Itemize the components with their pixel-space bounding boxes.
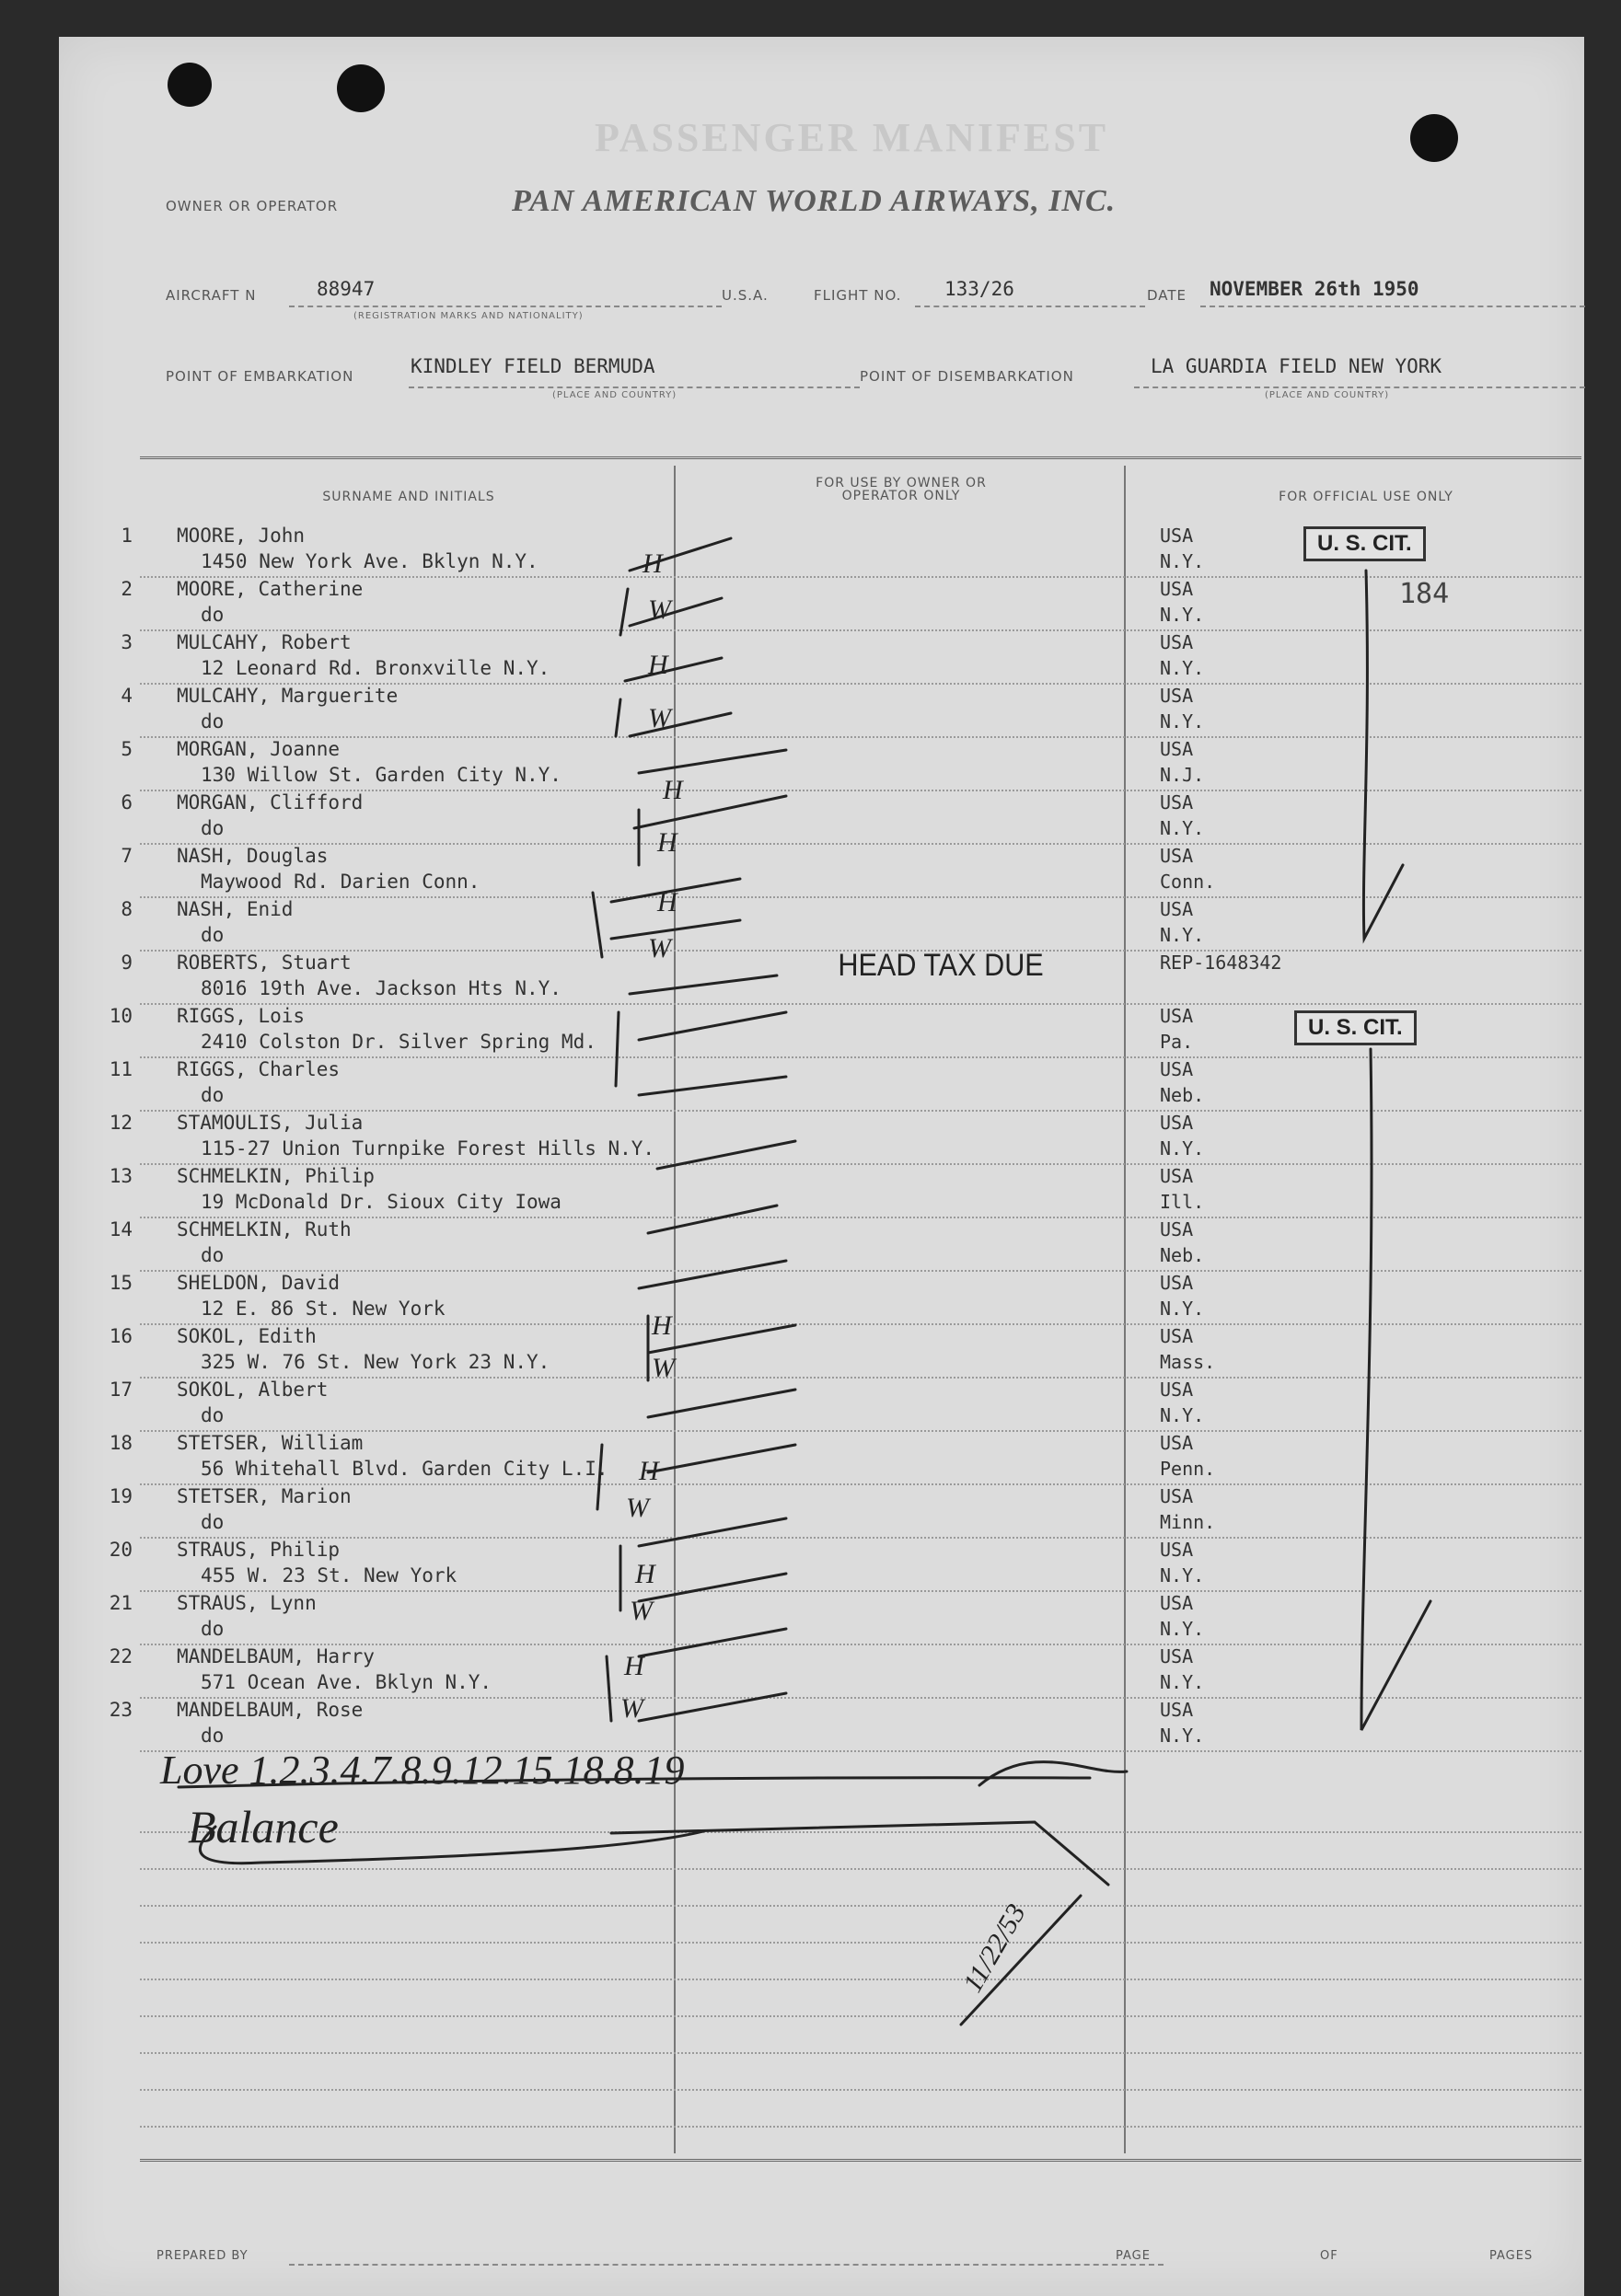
hw-letter-10: W [652,1353,675,1383]
hw-bar-4 [593,893,602,957]
passenger-address: 325 W. 76 St. New York 23 N.Y. [201,1351,550,1373]
hw-letter-6: H [657,827,677,858]
owner-tick-12 [657,1141,795,1169]
passenger-number: 11 [109,1058,133,1080]
hw-bar-9 [607,1656,611,1721]
official-check-line-2 [1361,1049,1430,1730]
passenger-number: 5 [121,738,133,760]
hw-bar-7 [597,1445,602,1509]
hw-letter-11: H [639,1456,659,1486]
passenger-name: MOORE, John [177,525,306,547]
passenger-address: do [201,1511,225,1533]
passenger-name: SOKOL, Albert [177,1379,329,1401]
owner-tick-4 [630,713,731,736]
date-note-slash [961,1896,1081,2025]
official-entry-1: USA [1160,578,1194,600]
passenger-address: do [201,1244,225,1266]
owner-tick-3 [625,658,722,681]
hw-letter-2: W [648,594,671,625]
passenger-number: 19 [109,1485,133,1507]
passenger-number: 6 [121,791,133,813]
official-entry-1: USA [1160,1485,1194,1507]
official-entry-2: N.Y. [1160,1298,1205,1320]
handwritten-date-note: 11/22/53 [957,1898,1032,1998]
official-entry-1: USA [1160,738,1194,760]
passenger-address: 2410 Colston Dr. Silver Spring Md. [201,1031,596,1053]
hw-letter-7: H [657,887,677,917]
official-entry-2: N.Y. [1160,924,1205,946]
passenger-name: STETSER, Marion [177,1485,352,1507]
signature-underline-1 [179,1778,1090,1787]
passenger-name: NASH, Douglas [177,845,329,867]
owner-tick-20 [639,1629,786,1656]
official-entry-1: USA [1160,898,1194,920]
passenger-address: do [201,1725,225,1747]
passenger-name: ROBERTS, Stuart [177,952,352,974]
official-entry-2: N.Y. [1160,1618,1205,1640]
hw-letter-13: H [635,1559,655,1589]
signature-strike [611,1822,1108,1885]
passenger-number: 4 [121,685,133,707]
disembark-sub: (PLACE AND COUNTRY) [1265,390,1390,400]
passenger-address: 115-27 Union Turnpike Forest Hills N.Y. [201,1137,655,1160]
hw-letter-5: H [663,775,683,805]
hw-bar-1 [620,589,628,635]
official-entry-1: USA [1160,845,1194,867]
official-entry-2: N.Y. [1160,657,1205,679]
manifest-page [59,37,1584,2296]
official-entry-2: Mass. [1160,1351,1216,1373]
passenger-number: 12 [109,1112,133,1134]
pages-label: PAGES [1489,2249,1534,2263]
official-entry-2: Pa. [1160,1031,1194,1053]
official-entry-1: USA [1160,1165,1194,1187]
handwritten-balance: Balance [188,1801,339,1852]
passenger-number: 7 [121,845,133,867]
hw-letter-1: H [643,548,663,579]
passenger-name: SCHMELKIN, Philip [177,1165,375,1187]
hw-letter-3: H [648,650,668,680]
passenger-address: do [201,710,225,733]
hw-letter-12: W [626,1493,649,1523]
passenger-name: MULCAHY, Marguerite [177,685,399,707]
passenger-name: MANDELBAUM, Rose [177,1699,364,1721]
official-entry-2: Penn. [1160,1458,1216,1480]
passenger-name: MULCAHY, Robert [177,631,352,653]
embark-sub: (PLACE AND COUNTRY) [552,390,677,400]
hw-letter-15: H [624,1651,644,1681]
passenger-number: 10 [109,1005,133,1027]
official-entry-1: USA [1160,1699,1194,1721]
owner-tick-21 [639,1693,786,1721]
passenger-number: 9 [121,952,133,974]
official-entry-2: N.Y. [1160,1404,1205,1426]
initial-scribble [979,1762,1127,1785]
passenger-number: 15 [109,1272,133,1294]
passenger-name: MORGAN, Clifford [177,791,364,813]
passenger-name: STRAUS, Lynn [177,1592,317,1614]
passenger-number: 23 [109,1699,133,1721]
official-entry-2: Neb. [1160,1084,1205,1106]
official-entry-2: N.Y. [1160,550,1205,572]
hw-letter-9: H [652,1310,672,1341]
column-header-owner: FOR USE BY OWNER OR OPERATOR ONLY [816,476,987,503]
official-entry-2: Neb. [1160,1244,1205,1266]
official-entry-2: Ill. [1160,1191,1205,1213]
official-entry-1: REP-1648342 [1160,952,1282,974]
official-entry-2: Minn. [1160,1511,1216,1533]
official-entry-1: USA [1160,1058,1194,1080]
official-entry-2: N.Y. [1160,1564,1205,1586]
passenger-name: NASH, Enid [177,898,294,920]
flight-value: 133/26 [944,278,1014,300]
passenger-address: 455 W. 23 St. New York [201,1564,457,1586]
page-title: PASSENGER MANIFEST [595,115,1109,160]
owner-tick-11 [639,1077,786,1095]
hw-bar-2 [616,699,620,736]
column-header-surname: SURNAME AND INITIALS [322,490,495,504]
nationality: U.S.A. [722,287,769,304]
passenger-number: 14 [109,1218,133,1240]
passenger-address: 56 Whitehall Blvd. Garden City L.I. [201,1458,608,1480]
official-entry-2: N.Y. [1160,1725,1205,1747]
us-citizen-stamp-2: U. S. CIT. [1294,1010,1417,1045]
owner-value: PAN AMERICAN WORLD AIRWAYS, INC. [512,184,1117,218]
owner-tick-19 [639,1574,786,1601]
official-entry-1: USA [1160,1272,1194,1294]
official-entry-1: USA [1160,1592,1194,1614]
passenger-name: MOORE, Catherine [177,578,364,600]
column-header-official: FOR OFFICIAL USE ONLY [1279,490,1453,504]
owner-tick-14 [639,1261,786,1288]
official-entry-2: N.Y. [1160,710,1205,733]
official-entry-1: USA [1160,685,1194,707]
passenger-number: 16 [109,1325,133,1347]
passenger-name: SOKOL, Edith [177,1325,317,1347]
of-label: OF [1320,2249,1338,2263]
official-entry-2: N.Y. [1160,1671,1205,1693]
passenger-number: 20 [109,1539,133,1561]
official-entry-2: N.Y. [1160,1137,1205,1160]
official-entry-2: N.Y. [1160,817,1205,839]
passenger-number: 22 [109,1645,133,1667]
passenger-number: 3 [121,631,133,653]
passenger-name: STAMOULIS, Julia [177,1112,364,1134]
official-check-line-1 [1363,571,1403,939]
official-entry-1: USA [1160,1005,1194,1027]
owner-tick-18 [639,1518,786,1546]
owner-tick-10 [639,1012,786,1040]
official-entry-1: USA [1160,1325,1194,1347]
passenger-name: MANDELBAUM, Harry [177,1645,375,1667]
passenger-number: 17 [109,1379,133,1401]
passenger-address: do [201,604,225,626]
passenger-name: SHELDON, David [177,1272,341,1294]
owner-tick-9 [630,975,777,994]
page-label: PAGE [1116,2249,1151,2263]
passenger-address: 12 E. 86 St. New York [201,1298,446,1320]
passenger-name: SCHMELKIN, Ruth [177,1218,352,1240]
official-entry-2: Conn. [1160,871,1216,893]
passenger-name: RIGGS, Charles [177,1058,341,1080]
owner-tick-17 [648,1445,795,1472]
owner-label: OWNER OR OPERATOR [166,198,339,214]
passenger-address: 8016 19th Ave. Jackson Hts N.Y. [201,977,562,999]
head-tax-stamp: HEAD TAX DUE [838,948,1044,983]
disembark-label: POINT OF DISEMBARKATION [860,368,1074,385]
official-entry-1: USA [1160,1112,1194,1134]
passenger-address: do [201,817,225,839]
official-entry-1: USA [1160,1432,1194,1454]
official-entry-1: USA [1160,631,1194,653]
passenger-address: Maywood Rd. Darien Conn. [201,871,481,893]
owner-tick-2 [630,598,722,626]
passenger-number: 8 [121,898,133,920]
official-entry-1: USA [1160,525,1194,547]
date-label: DATE [1147,287,1187,304]
official-entry-1: USA [1160,1539,1194,1561]
date-value: NOVEMBER 26th 1950 [1210,278,1419,300]
passenger-address: 130 Willow St. Garden City N.Y. [201,764,562,786]
aircraft-label: AIRCRAFT N [166,287,257,304]
passenger-address: 12 Leonard Rd. Bronxville N.Y. [201,657,550,679]
passenger-address: 19 McDonald Dr. Sioux City Iowa [201,1191,562,1213]
official-entry-1: USA [1160,791,1194,813]
passenger-address: do [201,1084,225,1106]
owner-tick-8 [611,920,740,939]
passenger-address: do [201,1618,225,1640]
passenger-address: do [201,924,225,946]
passenger-name: RIGGS, Lois [177,1005,306,1027]
owner-tick-6 [634,796,786,828]
hw-letter-16: W [620,1693,643,1724]
hw-letter-4: W [648,703,671,733]
embark-label: POINT OF EMBARKATION [166,368,354,385]
passenger-number: 18 [109,1432,133,1454]
us-citizen-stamp-1: U. S. CIT. [1303,526,1426,561]
passenger-address: 1450 New York Ave. Bklyn N.Y. [201,550,538,572]
passenger-number: 2 [121,578,133,600]
passenger-number: 13 [109,1165,133,1187]
passenger-name: STRAUS, Philip [177,1539,341,1561]
handwritten-marks [59,37,1584,2296]
passenger-number: 1 [121,525,133,547]
disembark-value: LA GUARDIA FIELD NEW YORK [1151,355,1442,377]
official-entry-1: USA [1160,1379,1194,1401]
embark-value: KINDLEY FIELD BERMUDA [411,355,655,377]
owner-tick-5 [639,750,786,773]
official-entry-1: USA [1160,1218,1194,1240]
number-184: 184 [1399,578,1450,610]
passenger-number: 21 [109,1592,133,1614]
flight-label: FLIGHT NO. [814,287,902,304]
owner-tick-13 [648,1206,777,1233]
passenger-address: do [201,1404,225,1426]
official-entry-1: USA [1160,1645,1194,1667]
passenger-name: STETSER, William [177,1432,364,1454]
hw-letter-8: W [648,933,671,963]
hw-letter-14: W [630,1596,653,1626]
official-entry-2: N.Y. [1160,604,1205,626]
aircraft-value: 88947 [317,278,376,300]
owner-tick-16 [648,1390,795,1417]
passenger-address: 571 Ocean Ave. Bklyn N.Y. [201,1671,492,1693]
official-entry-2: N.J. [1160,764,1205,786]
passenger-name: MORGAN, Joanne [177,738,341,760]
aircraft-sub: (REGISTRATION MARKS AND NATIONALITY) [353,311,584,321]
hw-bar-5 [616,1012,619,1086]
handwritten-line-1: Love 1.2.3.4.7.8.9.12.15.18.8.19 [160,1748,685,1793]
prepared-by-label: PREPARED BY [156,2249,249,2263]
